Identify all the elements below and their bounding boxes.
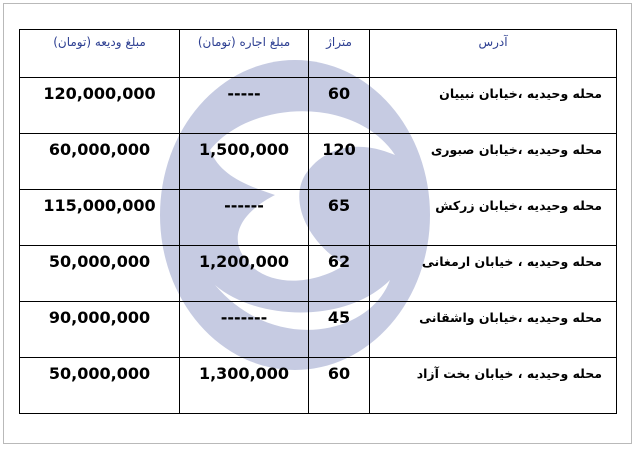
deposit-cell: 60,000,000 [20,134,180,190]
area-cell: 120 [309,134,370,190]
table-row [20,190,617,246]
rent-cell: ------ [180,190,309,246]
area-cell: 60 [309,78,370,134]
header-address: آدرس [370,30,617,78]
address-cell: محله وحیدیه ،خیابان صبوری [370,134,617,190]
rent-cell: ------- [180,302,309,358]
deposit-cell: 90,000,000 [20,302,180,358]
deposit-cell: 120,000,000 [20,78,180,134]
rent-price-table [19,29,617,414]
area-cell: 62 [309,246,370,302]
area-cell: 65 [309,190,370,246]
table-header-row [20,30,617,78]
address-cell: محله وحیدیه ،خیابان نبییان [370,78,617,134]
address-cell: محله وحیدیه ، خیابان بخت آزاد [370,358,617,414]
header-rent: مبلغ اجاره (تومان) [180,30,309,78]
rent-cell: 1,300,000 [180,358,309,414]
deposit-cell: 115,000,000 [20,190,180,246]
table-row [20,302,617,358]
deposit-cell: 50,000,000 [20,358,180,414]
table-row [20,78,617,134]
area-cell: 60 [309,358,370,414]
rent-cell: 1,500,000 [180,134,309,190]
header-deposit: مبلغ ودیعه (تومان) [20,30,180,78]
table-row [20,134,617,190]
rent-cell: ----- [180,78,309,134]
deposit-cell: 50,000,000 [20,246,180,302]
address-cell: محله وحیدیه ،خیابان زرکش [370,190,617,246]
address-cell: محله وحیدیه ،خیابان واشقانی [370,302,617,358]
rent-cell: 1,200,000 [180,246,309,302]
area-cell: 45 [309,302,370,358]
header-area: متراژ [309,30,370,78]
table-row [20,358,617,414]
address-cell: محله وحیدیه ، خیابان ارمغانی [370,246,617,302]
table-row [20,246,617,302]
